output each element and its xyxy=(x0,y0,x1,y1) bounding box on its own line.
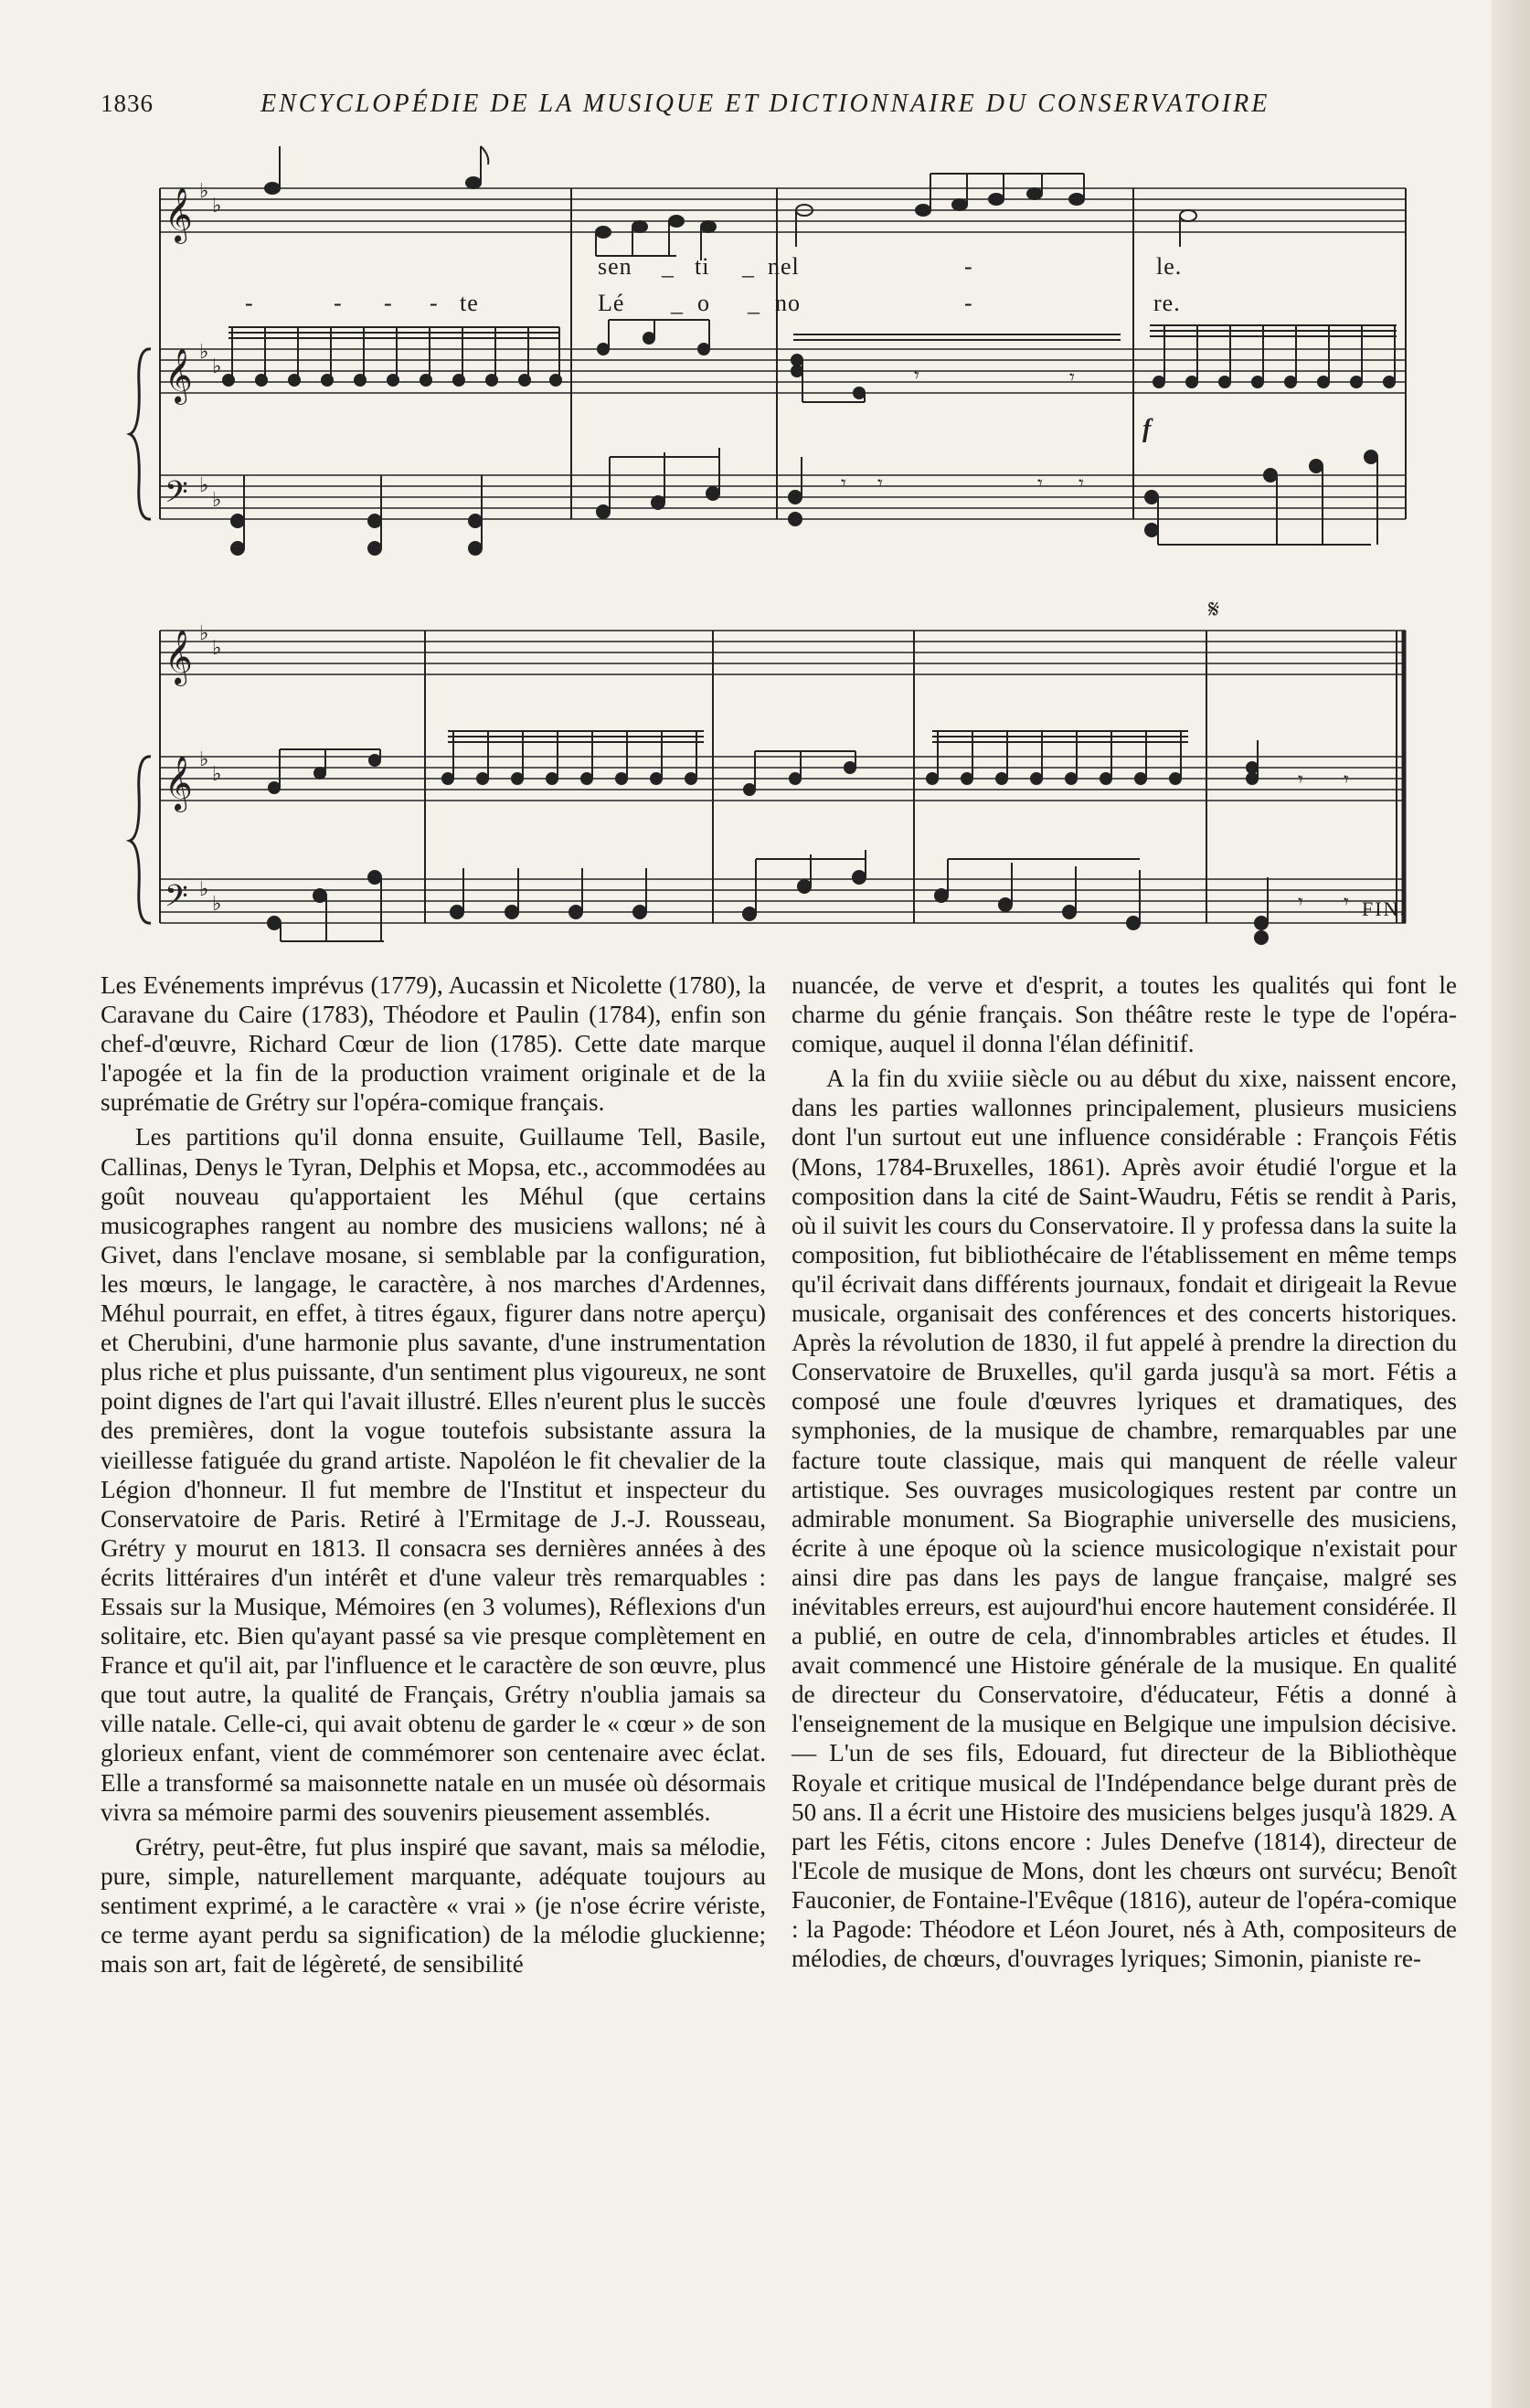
svg-text:𝄾: 𝄾 xyxy=(1078,472,1084,495)
lyric-te: te xyxy=(460,290,479,316)
staff-voice-1 xyxy=(160,188,1406,232)
lyric-hyphen-10: - xyxy=(964,290,973,316)
paragraph: nuancée, de verve et d'esprit, a toutes les qualités qui font le charme du génie français. Son théâtre reste le type de l'opéra-comique, auquel il donna l'élan définitif. xyxy=(792,971,1457,1058)
lyric-re: re. xyxy=(1153,290,1181,316)
lyric-ti: ti xyxy=(695,253,710,280)
svg-text:♭: ♭ xyxy=(199,180,209,203)
svg-text:𝄾: 𝄾 xyxy=(841,472,846,495)
svg-text:𝄞: 𝄞 xyxy=(165,348,193,403)
staff-bass-2 xyxy=(160,879,1406,923)
paragraph: A la fin du xviiie siècle ou au début du xixe, naissent encore, dans les parties wallonnes principalement, plusieurs musiciens dont l'un surtout eut une influence considérable : François Fétis (Mons, 1784-Bruxelles, 1861). Après avoir étudié l'orgue et la composition dans la cité de Saint-Waudru, Fétis se rendit à Paris, où il suivit les cours du Conservatoire. Il y professa dans la suite la composition, fut bibliothécaire de l'établissement en même temps qu'il écrivait dans différents journaux, fondait et dirigeait la Revue musicale, organisait des conférences et des concerts historiques. Après la révolution de 1830, il fut appelé à prendre la direction du Conservatoire de Bruxelles, qu'il garda jusqu'à sa mort. Fétis a composé une foule d'œuvres lyriques et dramatiques, des symphonies, de la musique de chambre, remarquables par une facture toute classique, mais qui manquent de réelle valeur artistique. Ses ouvrages musicologiques restent par contre un admirable monument. Sa Biographie universelle des musiciens, écrite à une époque où la science musicologique n'existait pour ainsi dire pas dans les pays de langue française, malgré ses inévitables erreurs, est aujourd'hui encore hautement considérée. Il a publié, en outre de cela, d'innombrables articles et études. Il avait commencé une Histoire générale de la musique. En qualité de directeur du Conservatoire, d'éducateur, Fétis a donné à l'enseignement de la musique en Belgique une impulsion décisive. — L'un de ses fils, Edouard, fut directeur de la Bibliothèque Royale et critique musical de l'Indépendance belge durant près de 50 ans. Il a écrit une Histoire des musiciens belges jusqu'à 1829. A part les Fétis, citons encore : Jules Denefve (1814), directeur de l'Ecole de musique de Mons, dont les chœurs ont survécu; Benoît Fauconier, de Fontaine-l'Evêque (1816), auteur de l'opéra-comique : la Pagode: Théodore et Léon Jouret, nés à Ath, compositeurs de mélodies, de chœurs, d'ouvrages lyriques; Simonin, pianiste re- xyxy=(792,1065,1457,1973)
fin-label: FIN. xyxy=(1362,897,1407,920)
treble-accompaniment xyxy=(223,320,1397,402)
lyric-hyphen-7: - xyxy=(430,290,439,316)
lyric-sen: sen xyxy=(598,253,632,280)
lyric-hyphen-3: - xyxy=(964,253,973,280)
page-number: 1836 xyxy=(101,90,154,117)
svg-text:𝄾: 𝄾 xyxy=(1069,366,1075,389)
svg-text:𝄾: 𝄾 xyxy=(1344,891,1349,914)
svg-text:𝄞: 𝄞 xyxy=(165,187,193,242)
lyric-hyphen-4: - xyxy=(245,290,254,316)
text-column-right xyxy=(792,971,1457,1978)
staff-bass-1 xyxy=(160,475,1406,519)
lyric-nel: nel xyxy=(768,253,800,280)
text-column-left xyxy=(101,971,766,1984)
system-2-treble xyxy=(269,731,1258,795)
lyric-no: no xyxy=(775,290,801,316)
paragraph: Grétry, peut-être, fut plus inspiré que savant, mais sa mélodie, pure, simple, naturellement marquante, adéquate toujours au sentiment exprimé, a le caractère « vrai » (je n'ose écrire vériste, ce terme ayant perdu sa signification) de la mélodie gluckienne; mais son art, fait de légèreté, de sensibilité xyxy=(101,1832,766,1978)
svg-text:♭: ♭ xyxy=(199,622,209,645)
lyric-hyphen-1: _ xyxy=(662,253,675,280)
svg-text:𝄾: 𝄾 xyxy=(1037,472,1043,495)
svg-text:♭: ♭ xyxy=(199,474,209,497)
rests-and-marks xyxy=(841,365,1349,914)
svg-text:𝄢: 𝄢 xyxy=(165,879,188,921)
clefs xyxy=(165,187,193,921)
key-signatures xyxy=(199,180,221,916)
music-score xyxy=(0,0,1530,950)
lyric-le-accent: Lé xyxy=(598,290,625,316)
svg-text:𝄾: 𝄾 xyxy=(877,472,883,495)
lyric-hyphen-6: - xyxy=(384,290,393,316)
svg-text:𝄞: 𝄞 xyxy=(165,756,193,811)
running-title: ENCYCLOPÉDIE DE LA MUSIQUE ET DICTIONNAIRE DU CONSERVATOIRE xyxy=(260,90,1270,118)
lyric-hyphen-2: _ xyxy=(742,253,755,280)
svg-text:𝄢: 𝄢 xyxy=(165,475,188,517)
svg-text:𝄾: 𝄾 xyxy=(914,365,919,387)
lyric-hyphen-9: _ xyxy=(748,290,760,316)
paragraph: Les partitions qu'il donna ensuite, Guillaume Tell, Basile, Callinas, Denys le Tyran, Delphis et Mopsa, etc., accommodées au goût nouveau qu'apportaient les Méhul (que certains musicographes rangent au nombre des musiciens wallons; né à Givet, dans l'enclave mosane, si semblable par la configuration, les mœurs, le langage, le caractère, à nos marches d'Ardennes, Méhul pourrait, en effet, à titres égaux, figurer dans notre aperçu) et Cherubini, d'une harmonie plus savante, d'une instrumentation plus riche et plus puissante, d'un sentiment plus vigoureux, ne sont point dignes de l'art qui l'avait illustré. Elles n'eurent plus le succès des premières, dont la vogue toutefois subsistante assura la vieillesse fatiguée du grand artiste. Napoléon le fit chevalier de la Légion d'honneur. Il fut membre de l'Institut et inspecteur du Conservatoire de Paris. Retiré à l'Ermitage de J.-J. Rousseau, Grétry y mourut en 1813. Il consacra ses dernières années à des écrits littéraires d'un intérêt et d'une valeur très remarquables : Essais sur la Musique, Mémoires (en 3 volumes), Réflexions d'un solitaire, etc. Bien qu'ayant passé sa vie presque complètement en France et qu'il ait, par l'influence et le caractère de son œuvre, plus que tout autre, la qualité de Français, Grétry n'oublia jamais sa ville natale. Celle-ci, qui avait obtenu de garder le « cœur » de son glorieux enfant, vient de commémorer son centenaire avec éclat. Elle a transformé sa maisonnette natale en un musée où désormais vivra sa mémoire parmi des souvenirs pieusement assemblés. xyxy=(101,1123,766,1826)
svg-text:𝄞: 𝄞 xyxy=(165,630,193,684)
system-2-bass xyxy=(268,850,1268,944)
svg-text:♭: ♭ xyxy=(212,893,222,916)
staff-treble-2 xyxy=(160,757,1406,801)
svg-text:𝄾: 𝄾 xyxy=(1298,891,1303,914)
lyric-hyphen-5: - xyxy=(334,290,343,316)
svg-text:𝄋: 𝄋 xyxy=(1208,594,1220,624)
svg-text:♭: ♭ xyxy=(212,763,222,786)
svg-text:♭: ♭ xyxy=(212,489,222,512)
voice-notes xyxy=(265,146,1196,260)
lyric-o: o xyxy=(697,290,710,316)
svg-text:♭: ♭ xyxy=(212,355,222,378)
svg-text:♭: ♭ xyxy=(199,878,209,901)
bass-accompaniment xyxy=(231,448,1377,555)
dynamic-marking: f xyxy=(1142,415,1152,443)
svg-text:♭: ♭ xyxy=(199,341,209,364)
paragraph: Les Evénements imprévus (1779), Aucassin et Nicolette (1780), la Caravane du Caire (1783), Théodore et Paulin (1784), enfin son chef-d'œuvre, Richard Cœur de lion (1785). Cette date marque l'apogée et la fin de la production vraiment originale et de la suprématie de Grétry sur l'opéra-comique français. xyxy=(101,971,766,1117)
svg-text:♭: ♭ xyxy=(199,748,209,771)
svg-text:𝄾: 𝄾 xyxy=(1298,769,1303,791)
svg-text:♭: ♭ xyxy=(212,195,222,217)
svg-text:♭: ♭ xyxy=(212,637,222,660)
staff-voice-2 xyxy=(160,631,1406,674)
lyric-hyphen-8: _ xyxy=(671,290,684,316)
svg-text:𝄾: 𝄾 xyxy=(1344,769,1349,791)
piano-braces xyxy=(130,349,151,923)
staff-treble-1 xyxy=(160,349,1406,393)
lyric-le: le. xyxy=(1156,253,1183,280)
